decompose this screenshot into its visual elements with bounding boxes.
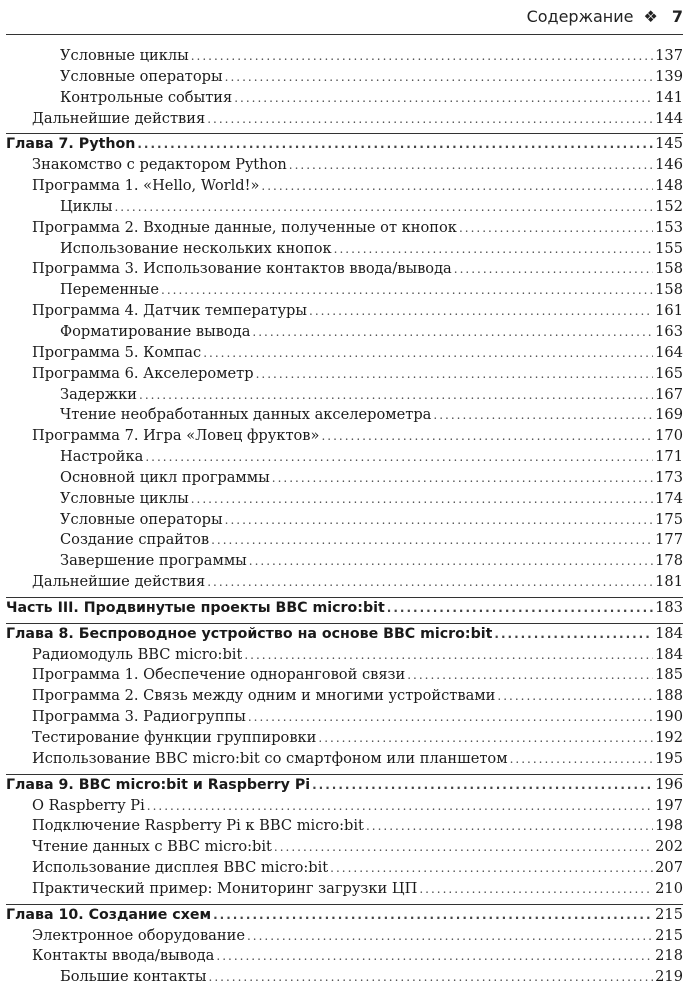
toc-entry-label: Программа 1. «Hello, World!» xyxy=(32,177,260,195)
running-header xyxy=(8,4,683,28)
toc-entry-label: Программа 5. Компас xyxy=(32,343,202,361)
toc-entry-page: 171 xyxy=(655,448,683,466)
toc-entry-page: 183 xyxy=(655,598,683,616)
toc-entry-label: Программа 1. Обеспечение одноранговой связи xyxy=(32,666,406,684)
toc-entry-page: 158 xyxy=(655,260,683,278)
dot-leader xyxy=(272,468,653,489)
dot-leader xyxy=(510,749,654,770)
toc-entry-page: 215 xyxy=(655,926,683,944)
toc-entry-page: 202 xyxy=(655,838,683,856)
toc-entry-label: Глава 8. Беспроводное устройство на основе BBC micro:bit xyxy=(6,625,493,642)
toc-entry-page: 167 xyxy=(655,385,683,403)
dot-leader xyxy=(145,447,653,468)
toc-entry xyxy=(6,572,683,593)
toc-entry-label: Программа 4. Датчик температуры xyxy=(32,302,308,320)
toc-entry-label: Дальнейшие действия xyxy=(32,109,206,127)
header-rule xyxy=(6,34,683,35)
dot-leader xyxy=(321,426,653,447)
toc-entry-label: Условные циклы xyxy=(60,489,189,507)
toc-entry xyxy=(6,749,683,770)
toc-entry-page: 173 xyxy=(655,468,683,486)
toc-entry xyxy=(6,858,683,879)
toc-entry-label: Задержки xyxy=(60,385,138,403)
toc-entry-page: 174 xyxy=(655,489,683,507)
toc-entry xyxy=(6,816,683,837)
dot-leader xyxy=(147,796,653,817)
toc-entry-label: Использование BBC micro:bit со смартфоном или планшетом xyxy=(32,749,508,767)
toc-entry-label: Программа 6. Акселерометр xyxy=(32,364,254,382)
diamond-ornament-icon: ❖ xyxy=(643,6,658,26)
toc-entry xyxy=(6,796,683,817)
dot-leader xyxy=(137,134,653,155)
dot-leader xyxy=(191,489,653,510)
toc-entry-page: 188 xyxy=(655,687,683,705)
toc-entry-label: Большие контакты xyxy=(60,968,207,986)
toc-entry-page: 152 xyxy=(655,197,683,215)
dot-leader xyxy=(312,775,653,796)
dot-leader xyxy=(216,946,653,967)
toc-entry xyxy=(6,301,683,322)
toc-entry xyxy=(6,155,683,176)
toc-entry xyxy=(6,551,683,572)
dot-leader xyxy=(494,624,653,645)
toc-entry-page: 169 xyxy=(655,406,683,424)
toc-entry-label: Условные операторы xyxy=(60,510,223,528)
dot-leader xyxy=(334,239,653,260)
toc-entry-label: Программа 7. Игра «Ловец фруктов» xyxy=(32,427,320,445)
toc-entry xyxy=(6,239,683,260)
toc-entry-page: 184 xyxy=(655,645,683,663)
toc-entry xyxy=(6,665,683,686)
dot-leader xyxy=(211,530,653,551)
toc-entry-label: Завершение программы xyxy=(60,552,247,570)
toc-entry-page: 178 xyxy=(655,552,683,570)
toc-entry-page: 170 xyxy=(655,427,683,445)
toc-entry-label: Знакомство с редактором Python xyxy=(32,156,287,174)
toc-entry-label: Глава 9. BBC micro:bit и Raspberry Pi xyxy=(6,776,311,793)
toc-entry-page: 185 xyxy=(655,666,683,684)
dot-leader xyxy=(459,218,653,239)
toc-entry-page: 181 xyxy=(655,573,683,591)
toc-entry-label: Циклы xyxy=(60,197,113,215)
toc-entry xyxy=(6,879,683,900)
toc-entry-page: 148 xyxy=(655,177,683,195)
dot-leader xyxy=(247,926,653,947)
header-title: Содержание xyxy=(526,6,634,26)
toc-entry-label: Электронное оборудование xyxy=(32,926,245,944)
toc-entry xyxy=(6,468,683,489)
toc-entry-page: 210 xyxy=(655,879,683,897)
toc-entry xyxy=(6,707,683,728)
toc-entry-label: Программа 2. Связь между одним и многими устройствами xyxy=(32,687,496,705)
toc-entry xyxy=(6,728,683,749)
toc-entry-label: Основной цикл программы xyxy=(60,468,270,486)
toc-entry xyxy=(6,645,683,666)
dot-leader xyxy=(234,88,653,109)
toc-entry xyxy=(6,405,683,426)
toc-entry-page: 218 xyxy=(655,947,683,965)
toc-entry-label: Создание спрайтов xyxy=(60,531,210,549)
toc-entry-label: Программа 3. Радиогруппы xyxy=(32,708,246,726)
dot-leader xyxy=(139,385,653,406)
toc-entry xyxy=(6,67,683,88)
dot-leader xyxy=(191,46,653,67)
dot-leader xyxy=(114,197,653,218)
dot-leader xyxy=(225,510,654,531)
dot-leader xyxy=(252,322,653,343)
dot-leader xyxy=(433,405,653,426)
toc-entry-page: 165 xyxy=(655,364,683,382)
toc-entry-page: 198 xyxy=(655,817,683,835)
toc-entry xyxy=(6,364,683,385)
toc-entry-label: Программа 2. Входные данные, полученные от кнопок xyxy=(32,218,457,236)
toc-entry-label: Дальнейшие действия xyxy=(32,573,206,591)
toc-entry xyxy=(6,322,683,343)
toc-entry-page: 207 xyxy=(655,859,683,877)
dot-leader xyxy=(207,572,653,593)
dot-leader xyxy=(318,728,653,749)
toc-entry xyxy=(6,447,683,468)
toc-entry-label: Часть III. Продвинутые проекты BBC micro:bit xyxy=(6,599,385,616)
toc-entry xyxy=(6,280,683,301)
toc-entry-label: Переменные xyxy=(60,281,160,299)
dot-leader xyxy=(366,816,653,837)
toc-heading-entry xyxy=(6,597,683,619)
toc-entry-label: Настройка xyxy=(60,448,144,466)
toc-entry-page: 144 xyxy=(655,109,683,127)
dot-leader xyxy=(261,176,653,197)
dot-leader xyxy=(248,707,653,728)
toc-entry-label: Глава 7. Python xyxy=(6,136,136,153)
toc-entry xyxy=(6,88,683,109)
toc-entry xyxy=(6,46,683,67)
toc-entry-label: Использование дисплея BBC micro:bit xyxy=(32,859,329,877)
toc-entry-page: 146 xyxy=(655,156,683,174)
toc-entry-label: Контакты ввода/вывода xyxy=(32,947,215,965)
toc-entry xyxy=(6,837,683,858)
toc-entry xyxy=(6,967,683,988)
dot-leader xyxy=(330,858,653,879)
toc-entry-page: 196 xyxy=(655,775,683,793)
toc-heading-entry xyxy=(6,904,683,926)
toc-entry-label: Радиомодуль BBC micro:bit xyxy=(32,645,243,663)
dot-leader xyxy=(256,364,654,385)
dot-leader xyxy=(309,301,653,322)
toc-entry-page: 137 xyxy=(655,47,683,64)
toc-entry-page: 163 xyxy=(655,322,683,340)
toc-heading-entry xyxy=(6,774,683,796)
toc-entry-page: 155 xyxy=(655,239,683,257)
toc-entry-page: 195 xyxy=(655,749,683,767)
toc-entry xyxy=(6,946,683,967)
toc-entry-page: 175 xyxy=(655,510,683,528)
dot-leader xyxy=(387,598,653,619)
toc-entry-page: 190 xyxy=(655,708,683,726)
toc-entry-page: 177 xyxy=(655,531,683,549)
toc-entry-label: Чтение данных с BBC micro:bit xyxy=(32,838,272,856)
toc-entry-label: Форматирование вывода xyxy=(60,322,251,340)
toc-entry xyxy=(6,109,683,130)
toc-entry-label: Чтение необработанных данных акселерометра xyxy=(60,406,432,424)
toc-entry-label: Практический пример: Мониторинг загрузки ЦП xyxy=(32,879,418,897)
toc-entry-label: Подключение Raspberry Pi к BBC micro:bit xyxy=(32,817,364,835)
toc-entry xyxy=(6,926,683,947)
toc-entry-page: 145 xyxy=(655,135,683,153)
toc-entry-label: Условные циклы xyxy=(60,47,189,64)
toc-entry xyxy=(6,510,683,531)
toc-entry-page: 219 xyxy=(655,968,683,986)
toc-entry xyxy=(6,686,683,707)
toc-heading-entry xyxy=(6,133,683,155)
dot-leader xyxy=(249,551,653,572)
toc-entry xyxy=(6,197,683,218)
toc-entry xyxy=(6,259,683,280)
toc-entry-label: Программа 3. Использование контактов ввода/вывода xyxy=(32,260,452,278)
toc-entry xyxy=(6,530,683,551)
toc-heading-entry xyxy=(6,623,683,645)
toc-entry-label: Контрольные события xyxy=(60,88,233,106)
toc-entry xyxy=(6,426,683,447)
toc-entry-page: 215 xyxy=(655,905,683,923)
toc-entry-label: О Raspberry Pi xyxy=(32,796,145,814)
dot-leader xyxy=(209,967,654,988)
toc-entry-page: 192 xyxy=(655,729,683,746)
toc-entry-page: 197 xyxy=(655,796,683,814)
dot-leader xyxy=(419,879,653,900)
toc-entry-page: 184 xyxy=(655,624,683,642)
toc-entry xyxy=(6,489,683,510)
dot-leader xyxy=(244,645,653,666)
toc-entry-page: 139 xyxy=(655,67,683,85)
dot-leader xyxy=(225,67,654,88)
toc-entry-page: 161 xyxy=(655,302,683,320)
dot-leader xyxy=(203,343,653,364)
dot-leader xyxy=(289,155,653,176)
toc-entry xyxy=(6,343,683,364)
table-of-contents xyxy=(6,46,683,988)
toc-entry xyxy=(6,176,683,197)
toc-entry-label: Использование нескольких кнопок xyxy=(60,239,332,257)
toc-entry-page: 141 xyxy=(655,88,683,106)
toc-entry-page: 158 xyxy=(655,281,683,299)
toc-entry-label: Глава 10. Создание схем xyxy=(6,906,212,923)
dot-leader xyxy=(497,686,653,707)
dot-leader xyxy=(207,109,653,130)
header-page-number: 7 xyxy=(671,6,683,26)
toc-entry xyxy=(6,218,683,239)
dot-leader xyxy=(407,665,653,686)
toc-entry-label: Тестирование функции группировки xyxy=(32,729,317,746)
toc-entry xyxy=(6,385,683,406)
toc-entry-label: Условные операторы xyxy=(60,67,223,85)
dot-leader xyxy=(213,905,653,926)
dot-leader xyxy=(274,837,653,858)
dot-leader xyxy=(454,259,653,280)
toc-entry-page: 164 xyxy=(655,343,683,361)
dot-leader xyxy=(161,280,653,301)
toc-entry-page: 153 xyxy=(655,218,683,236)
